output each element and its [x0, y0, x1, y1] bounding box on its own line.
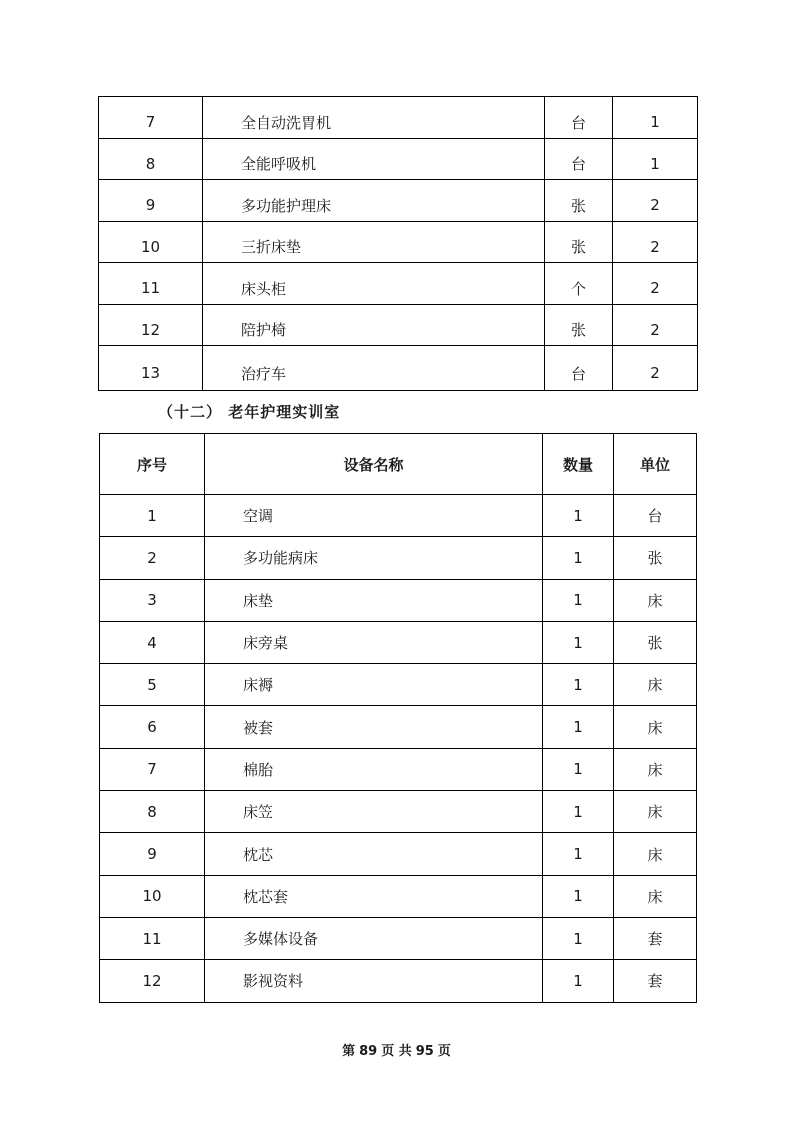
table-row: [99, 138, 698, 180]
cell-serial-number: 10: [100, 875, 205, 917]
cell-equipment-name: 全自动洗胃机: [203, 97, 545, 139]
cell-quantity: 1: [543, 960, 614, 1002]
cell-serial-number: 5: [100, 664, 205, 706]
cell-equipment-name: 床旁桌: [205, 621, 543, 663]
cell-quantity: 2: [613, 263, 698, 305]
cell-serial-number: 12: [99, 304, 203, 346]
table-row: [100, 960, 697, 1002]
cell-unit: 张: [614, 537, 697, 579]
footer-total-pages: 95: [415, 1044, 434, 1059]
cell-serial-number: 11: [99, 263, 203, 305]
elderly-care-lab-equipment-table: [99, 433, 697, 1003]
cell-quantity: 1: [543, 748, 614, 790]
cell-equipment-name: 棉胎: [205, 748, 543, 790]
cell-serial-number: 8: [100, 791, 205, 833]
cell-serial-number: 13: [99, 346, 203, 391]
cell-equipment-name: 床褥: [205, 664, 543, 706]
cell-serial-number: 1: [100, 495, 205, 537]
table-row: [99, 221, 698, 263]
cell-quantity: 1: [543, 875, 614, 917]
cell-serial-number: 9: [100, 833, 205, 875]
cell-equipment-name: 空调: [205, 495, 543, 537]
table-row: [100, 748, 697, 790]
cell-serial-number: 10: [99, 221, 203, 263]
cell-unit: 台: [614, 495, 697, 537]
cell-quantity: 1: [543, 537, 614, 579]
table-row: [99, 97, 698, 139]
cell-quantity: 1: [543, 917, 614, 959]
cell-equipment-name: 全能呼吸机: [203, 138, 545, 180]
cell-serial-number: 8: [99, 138, 203, 180]
cell-equipment-name: 三折床垫: [203, 221, 545, 263]
cell-equipment-name: 床头柜: [203, 263, 545, 305]
cell-unit: 床: [614, 833, 697, 875]
cell-equipment-name: 枕芯: [205, 833, 543, 875]
cell-unit: 张: [614, 621, 697, 663]
cell-serial-number: 7: [99, 97, 203, 139]
cell-unit: 床: [614, 579, 697, 621]
table-row: [99, 180, 698, 222]
table-row: [100, 579, 697, 621]
table-row: [100, 495, 697, 537]
cell-quantity: 1: [543, 621, 614, 663]
cell-unit: 套: [614, 960, 697, 1002]
cell-equipment-name: 治疗车: [203, 346, 545, 391]
cell-serial-number: 12: [100, 960, 205, 1002]
cell-quantity: 1: [543, 664, 614, 706]
cell-unit: 张: [545, 180, 613, 222]
cell-quantity: 1: [543, 706, 614, 748]
cell-equipment-name: 枕芯套: [205, 875, 543, 917]
cell-quantity: 2: [613, 304, 698, 346]
table-row: [100, 875, 697, 917]
table-row: [100, 917, 697, 959]
table-header-row: [100, 434, 697, 495]
table-row: [100, 706, 697, 748]
cell-unit: 床: [614, 748, 697, 790]
cell-serial-number: 9: [99, 180, 203, 222]
cell-quantity: 1: [613, 97, 698, 139]
cell-unit: 个: [545, 263, 613, 305]
section-title: （十二） 老年护理实训室: [158, 403, 341, 421]
table-row: [100, 621, 697, 663]
cell-quantity: 1: [543, 791, 614, 833]
footer-suffix: 页: [437, 1044, 451, 1059]
cell-unit: 台: [545, 138, 613, 180]
cell-serial-number: 3: [100, 579, 205, 621]
cell-unit: 台: [545, 346, 613, 391]
header-unit: 单位: [614, 434, 697, 495]
cell-unit: 床: [614, 875, 697, 917]
cell-serial-number: 6: [100, 706, 205, 748]
cell-serial-number: 4: [100, 621, 205, 663]
footer-middle: 页 共: [381, 1044, 412, 1059]
table-row: [99, 304, 698, 346]
cell-unit: 套: [614, 917, 697, 959]
cell-unit: 台: [545, 97, 613, 139]
table-row: [99, 263, 698, 305]
header-quantity: 数量: [543, 434, 614, 495]
cell-quantity: 2: [613, 221, 698, 263]
table-row: [99, 346, 698, 391]
cell-equipment-name: 多功能病床: [205, 537, 543, 579]
cell-equipment-name: 多媒体设备: [205, 917, 543, 959]
cell-quantity: 1: [543, 579, 614, 621]
table-row: [100, 791, 697, 833]
header-serial-number: 序号: [100, 434, 205, 495]
cell-quantity: 1: [543, 495, 614, 537]
equipment-table-continued-body: [99, 97, 698, 391]
cell-serial-number: 2: [100, 537, 205, 579]
footer-prefix: 第: [342, 1044, 356, 1059]
cell-unit: 张: [545, 304, 613, 346]
cell-quantity: 2: [613, 180, 698, 222]
cell-quantity: 1: [543, 833, 614, 875]
page-footer: [0, 1040, 793, 1059]
cell-equipment-name: 床垫: [205, 579, 543, 621]
cell-unit: 床: [614, 664, 697, 706]
table-row: [100, 833, 697, 875]
cell-equipment-name: 床笠: [205, 791, 543, 833]
cell-quantity: 1: [613, 138, 698, 180]
cell-unit: 床: [614, 706, 697, 748]
cell-quantity: 2: [613, 346, 698, 391]
equipment-table-continued: [98, 96, 698, 391]
table-row: [100, 664, 697, 706]
cell-serial-number: 7: [100, 748, 205, 790]
cell-equipment-name: 多功能护理床: [203, 180, 545, 222]
cell-serial-number: 11: [100, 917, 205, 959]
cell-equipment-name: 影视资料: [205, 960, 543, 1002]
cell-unit: 床: [614, 791, 697, 833]
cell-unit: 张: [545, 221, 613, 263]
table-row: [100, 537, 697, 579]
header-equipment-name: 设备名称: [205, 434, 543, 495]
cell-equipment-name: 被套: [205, 706, 543, 748]
footer-page-number: 89: [359, 1044, 378, 1059]
cell-equipment-name: 陪护椅: [203, 304, 545, 346]
elderly-care-lab-equipment-body: [100, 495, 697, 1003]
